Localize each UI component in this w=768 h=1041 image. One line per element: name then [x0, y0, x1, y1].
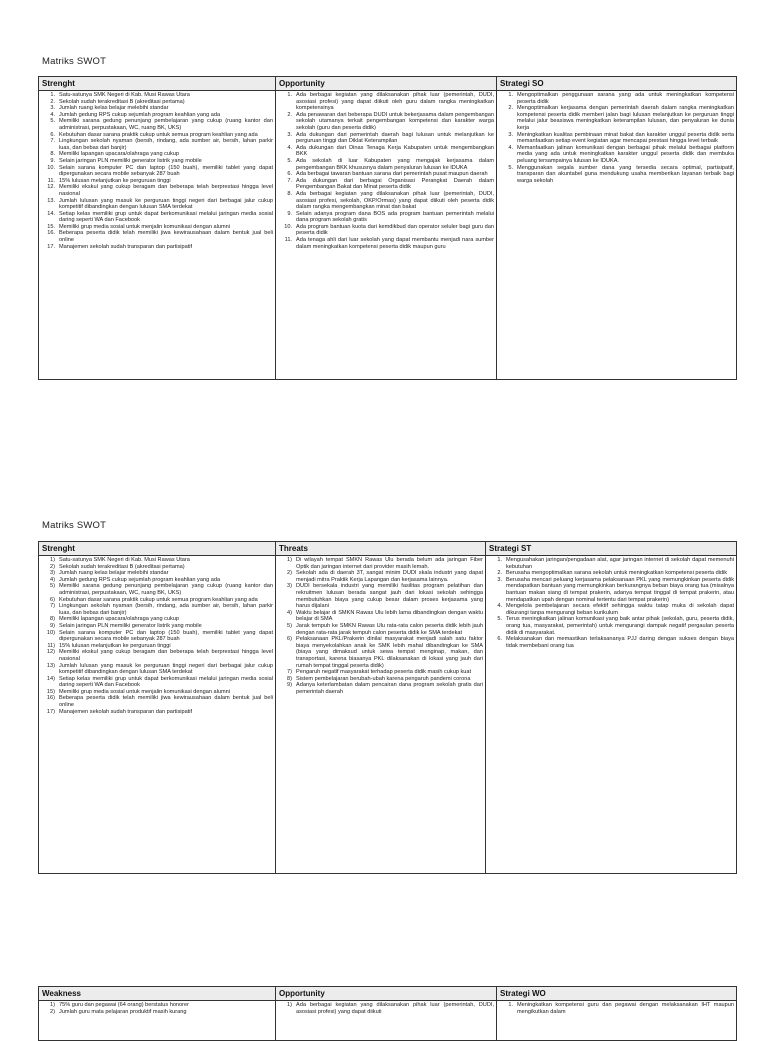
weakness-header: Weakness: [39, 987, 276, 1001]
list-item-number: 12): [46, 649, 55, 656]
list-item: [278, 171, 494, 178]
list-item: [278, 610, 483, 623]
list-item-text: Selain jaringan PLN memiliki generator listrik yang mobile: [59, 157, 202, 164]
list-item-text: Jumlah guru mata pelajaran produktif masih kurang: [59, 1008, 187, 1015]
list-item-number: 2): [50, 1008, 55, 1015]
list-item: [41, 663, 273, 676]
list-item-text: Sistem pembelajaran berubah-ubah karena pengaruh pandemi corona: [296, 675, 471, 682]
list-item: [499, 105, 734, 131]
list-item-text: Selain sarana komputer PC dan laptop (150 buah), memiliki tablet yang dapat dipergunakan secara mobile sebanyak 287 buah: [59, 164, 273, 178]
list-item-number: 1): [50, 1002, 55, 1008]
strength-list: [41, 92, 273, 250]
list-item: [499, 165, 734, 185]
list-item-text: Ada penawaran dari beberapa DUDI untuk bekerjasama dalam pengembangan sekolah utamanya terkait pengembangan kompetensi dan karakter warga sekolah (guru dan peserta didik): [296, 111, 494, 131]
list-item: [278, 132, 494, 145]
strength-header: Strenght: [39, 542, 276, 556]
list-item-text: Mengusahakan jaringan/pengadaan alat, agar jaringan internet di sekolah dapat memenuhi kebutuhan: [506, 557, 734, 570]
list-item-number: 8): [287, 675, 292, 682]
list-item: [278, 623, 483, 636]
list-item: [41, 118, 273, 131]
list-item-number: 13.: [47, 197, 55, 204]
list-item: [499, 132, 734, 145]
strength-list: [41, 557, 273, 715]
list-item-number: 9): [287, 682, 292, 689]
list-item-number: 1.: [50, 92, 55, 98]
list-item-number: 3): [287, 583, 292, 590]
list-item-text: DUDI bersekala industri yang memiliki fasilitas program pelatihan dan rekruitmen lulusan berada sangat jauh dari lokasi sekolah sehingga membutuhkan biaya yang cukup besar dalam proses kerjasama yang harus dijalani: [296, 583, 483, 610]
list-item-text: Menggunakan segala sumber dana yang tersedia secara optimal, partisipatif, transparan dan akuntabel guna mendukung usaha memberikan layanan terbaik bagi warga sekolah: [517, 164, 734, 184]
list-item-text: Berusaha mengoptimalkan sarana sekolah untuk meningkatkan kompetensi peserta didik: [506, 570, 728, 577]
list-item-number: 1): [287, 1002, 292, 1008]
list-item: [278, 636, 483, 669]
opportunity-header: Opportunity: [276, 987, 497, 1001]
list-item-number: 4.: [508, 144, 513, 151]
list-item-number: 1.: [497, 557, 502, 563]
list-item-number: 6.: [50, 131, 55, 138]
list-item-text: Pelaksanaan PKL/Prakerin dinilai masyarakat menjadi salah satu faktor biaya menyekolahkan anak ke SMK lebih mahal dibandingkan ke SMA (biaya yang dimaksud untuk sewa tempat menginap, makan, dan transportasi, karena biasanya PKL dilaksanakan di lokasi yang jauh dari rumah tempat tinggal peserta didik): [296, 636, 483, 669]
list-item-text: Manajemen sekolah sudah transparan dan partisipatif: [59, 708, 193, 715]
list-item: [41, 151, 273, 158]
list-item-text: Mengelola pembelajaran secara efektif sehingga waktu tatap muka di sekolah dapat dikurangi tanpa mengurangi beban kurikulum: [506, 603, 734, 616]
list-item: [278, 557, 483, 570]
list-item-number: 3.: [287, 131, 292, 138]
list-item-text: Ada berbagai kegiatan yang dilaksanakan pihak luar (pemerintah, DUDI, asosiasi profesi) yang dapat diikuti oleh guru dalam rangka meningkatkan kompetensinya: [296, 92, 494, 112]
list-item-number: 1): [287, 557, 292, 563]
list-item: [488, 570, 734, 577]
list-item-text: Jarak tempuh ke SMKN Rawas Ulu rata-rata calon peserta didik lebih jauh dengan rata-rata jarak tempuh calon peserta didik ke SMA terdekat: [296, 622, 483, 636]
list-item: [488, 577, 734, 603]
list-item: [41, 676, 273, 689]
list-item-number: 15.: [47, 223, 55, 230]
list-item: [41, 198, 273, 211]
list-item-number: 10.: [47, 164, 55, 171]
list-item: [488, 616, 734, 636]
list-item-text: Ada berbagai kegiatan yang dilaksanakan pihak luar (pemerintah, DUDI, asosiasi profesi, sekolah, OKP/Ormas) yang dapat diikuti oleh peserta didik dalam rangka mengembangkan minat dan bakat: [296, 190, 494, 211]
list-item-number: 10): [46, 629, 55, 636]
list-item-number: 4): [50, 576, 55, 583]
threats-list: [278, 557, 483, 695]
list-item-number: 6): [50, 596, 55, 603]
list-item-text: Meningkatkan kompetensi guru dan pegawai dengan melaksanakan IHT maupun mengikutkan dalam: [517, 1002, 734, 1015]
list-item-number: 7): [50, 603, 55, 610]
list-item: [278, 191, 494, 211]
list-item: [41, 165, 273, 178]
list-item: [278, 145, 494, 158]
strategy-wo-header: Strategi WO: [497, 987, 737, 1001]
list-item-text: Beberapa peserta didik telah memiliki jiwa kewirausahaan dalam bentuk jual beli online: [59, 695, 273, 709]
list-item-number: 3): [50, 570, 55, 577]
list-item-text: Lingkungan sekolah nyaman (bersih, rindang, ada sumber air, bersih, lahan parkir luas, dan bebas dari banjir): [59, 138, 273, 151]
list-item-text: Di wilayah tempat SMKN Rawas Ulu berada belum ada jaringan Fiber Optik dan jaringan internet dari provider masih lemah.: [296, 557, 483, 570]
list-item-text: Sekolah sudah terakreditasi B (akreditasi pertama): [59, 563, 185, 570]
list-item-text: Jumlah ruang kelas belajar melebihi standar: [59, 105, 169, 112]
list-item-text: Berusaha mencari peluang kerjasama pelaksanaan PKL yang memungkinkan peserta didik mendapatkan bantuan yang memungkinkan berkurangnya beban biaya orang tua (misalnya bantuan makan siang di tempat prakerin, adanya tempat tinggal di tempat prakerin, atau mendapatkan upah dengan nominal tertentu dari tempat prakerin): [506, 576, 734, 603]
weakness-list: [41, 1002, 273, 1015]
list-item: [41, 616, 273, 623]
list-item-text: Ada dukungan dari Dinas Tenaga Kerja Kabupaten untuk mengembangkan BKK: [296, 144, 494, 158]
list-item: [41, 224, 273, 231]
list-item-text: Melaksanakan dan memastikan terlaksananya PJJ daring dengan sukses dengan biaya tidak membebani orang tua: [506, 636, 734, 649]
list-item: [499, 145, 734, 165]
list-item-number: 2): [287, 570, 292, 577]
list-item-number: 3.: [50, 105, 55, 112]
list-item-text: Manajemen sekolah sudah transparan dan partisipatif: [59, 243, 193, 250]
list-item: [41, 695, 273, 708]
list-item-text: Memiliki sarana gedung penunjang pembelajaran yang cukup (ruang kantor dan administrasi, perpustakaan, WC, ruang BK, UKS): [59, 583, 273, 596]
list-item-number: 4.: [497, 603, 502, 610]
list-item-number: 9): [50, 622, 55, 629]
list-item-number: 3.: [497, 576, 502, 583]
list-item-text: Memiliki grup media sosial untuk menjalin komunikasi dengan alumni: [59, 223, 231, 230]
list-item: [41, 577, 273, 584]
list-item-number: 7): [287, 669, 292, 676]
list-item-number: 16): [46, 695, 55, 702]
list-item-number: 6.: [287, 171, 292, 178]
list-item-number: 3.: [508, 131, 513, 138]
list-item-number: 7.: [50, 138, 55, 145]
list-item-number: 11.: [284, 237, 292, 244]
list-item: [41, 105, 273, 112]
list-item-text: Mengoptimalkan kerjasama dengan pemerintah daerah dalam rangka meningkatkan kompetensi peserta didik memberi jalan bagi lulusan melanjutkan ke perguruan tinggi melalui jalur beasiswa meningkatkan keterampilan lulusan, dan penyaluran ke dunia kerja: [517, 105, 734, 131]
list-item-number: 7.: [287, 177, 292, 184]
list-item: [41, 112, 273, 119]
list-item: [278, 676, 483, 683]
list-item: [41, 649, 273, 662]
list-item-text: Memiliki sarana gedung penunjang pembelajaran yang cukup (ruang kantor dan administrasi, perpustakaan, WC, ruang BK, UKS): [59, 118, 273, 131]
list-item: [278, 583, 483, 609]
list-item: [278, 92, 494, 112]
list-item-number: 14.: [47, 210, 55, 217]
list-item: [41, 1009, 273, 1016]
list-item-number: 2.: [287, 111, 292, 118]
swot-wo-table: [38, 986, 737, 1041]
list-item-text: Kebutuhan dasar sarana praktik cukup untuk semua program keahlian yang ada: [59, 596, 258, 603]
list-item-text: Setiap kelas memiliki grup untuk dapat berkomunikasi melalui jaringan media sosial daring seperti WA dan Facebook: [59, 210, 273, 224]
strategy-so-header: Strategi SO: [497, 77, 737, 91]
list-item: [499, 1002, 734, 1015]
list-item-number: 8): [50, 616, 55, 623]
list-item: [41, 211, 273, 224]
list-item-number: 11.: [47, 177, 55, 184]
opportunity-list: [278, 92, 494, 250]
list-item: [278, 1002, 494, 1015]
list-item: [41, 99, 273, 106]
list-item-text: Ada dukungan dari pemerintah daerah bagi lulusan untuk melanjutkan ke perguruan tinggi dan Diklat Keterampilan: [296, 131, 494, 145]
list-item-number: 2.: [508, 105, 513, 112]
list-item-text: Jumlah lulusan yang masuk ke perguruan tinggi negeri dari berbagai jalur cukup kompetitif dibandingkan dengan lulusan SMA terdekat: [59, 662, 273, 676]
threats-header: Threats: [276, 542, 486, 556]
list-item: [41, 570, 273, 577]
list-item-text: Ada sekolah di luar Kabupaten yang mengajak kerjasama dalam pengembangan BKK khususnya dalam penyaluran lulusan ke IDUKA: [296, 157, 494, 171]
list-item: [41, 564, 273, 571]
list-item-number: 10.: [284, 223, 292, 230]
list-item-text: Ada berbagai kegiatan yang dilaksanakan pihak luar (pemerintah, DUDI, asosiasi profesi) yang dapat diikuti: [296, 1002, 494, 1015]
list-item-text: Memiliki ekskul yang cukup beragam dan beberapa telah berprestasi hingga level nasional: [59, 649, 273, 662]
list-item-text: Jumlah lulusan yang masuk ke perguruan tinggi negeri dari berbagai jalur cukup kompetitif dibandingkan dengan lulusan SMA terdekat: [59, 197, 273, 211]
list-item-text: Jumlah ruang kelas belajar melebihi standar: [59, 570, 169, 577]
opportunity-header: Opportunity: [276, 77, 497, 91]
list-item-number: 14): [46, 675, 55, 682]
list-item-text: Setiap kelas memiliki grup untuk dapat berkomunikasi melalui jaringan media sosial daring seperti WA dan Facebook: [59, 675, 273, 689]
list-item-number: 4): [287, 609, 292, 616]
list-item-number: 9.: [50, 157, 55, 164]
list-item-text: Waktu belajar di SMKN Rawas Ulu lebih lama dibandingkan dengan waktu belajar di SMA: [296, 609, 483, 623]
list-item-number: 17.: [47, 243, 55, 250]
list-item-number: 4.: [287, 144, 292, 151]
list-item-number: 9.: [287, 210, 292, 217]
list-item-number: 12.: [47, 184, 55, 191]
list-item: [278, 211, 494, 224]
list-item-number: 8.: [50, 151, 55, 158]
list-item: [41, 138, 273, 151]
list-item-text: Memanfaatkan jalinan komunikasi dengan berbagai pihak melalui berbagai platform media yang ada untuk meningkatkan karakter unggul peserta didik dan membuka peluang tersampainya lulusan ke IDUKA.: [517, 144, 734, 164]
list-item: [41, 132, 273, 139]
list-item-number: 1.: [287, 92, 292, 98]
list-item: [41, 597, 273, 604]
list-item-text: Memiliki lapangan upacara/olahraga yang cukup: [59, 616, 180, 623]
list-item: [41, 1002, 273, 1009]
list-item-text: Sekolah ada di daerah 3T, sangat minim DUDI skala industri yang dapat menjadi mitra Praktik Kerja Lapangan dan kerjasama lainnya.: [296, 570, 483, 583]
list-item-text: Satu-satunya SMK Negeri di Kab. Musi Rawas Utara: [59, 557, 190, 563]
list-item-number: 13): [46, 662, 55, 669]
list-item-text: Ada program bantuan kuota dari kemdikbud dan operator seluler bagi guru dan peserta didik: [296, 223, 494, 237]
list-item-text: Mengoptimalkan penggunaan sarana yang ada untuk meningkatkan kompetensi peserta didik: [517, 92, 734, 105]
list-item-text: Meningkatkan kualitas pembinaan minat bakat dan karakter unggul peserta didik serta memanfaatkan setiap event kegiatan agar mencapai prestasi hingga level terbaik: [517, 131, 734, 145]
list-item: [41, 709, 273, 716]
list-item-text: Sekolah sudah terakreditasi B (akreditasi pertama): [59, 98, 185, 105]
list-item-text: Adanya keterlambatan dalam pencairan dana program sekolah gratis dari pemerintah daerah: [296, 682, 483, 695]
list-item: [278, 112, 494, 132]
list-item: [41, 643, 273, 650]
list-item-number: 2.: [50, 98, 55, 105]
list-item-number: 2): [50, 563, 55, 570]
list-item: [278, 178, 494, 191]
list-item-number: 5.: [50, 118, 55, 125]
list-item-number: 4.: [50, 111, 55, 118]
opportunity-list: [278, 1002, 494, 1015]
list-item-text: Terus meningkatkan jalinan komunikasi yang baik antar pihak (sekolah, guru, peserta didik, orang tua, masyarakat, pemerintah) untuk mengurangi dampak negatif pergaulan peserta didik di masyarakat.: [506, 616, 734, 636]
strategy-st-header: Strategi ST: [486, 542, 737, 556]
list-item: [41, 557, 273, 564]
list-item-text: Memiliki grup media sosial untuk menjalin komunikasi dengan alumni: [59, 688, 231, 695]
list-item-text: Lingkungan sekolah nyaman (bersih, rindang, ada sumber air, bersih, lahan parkir luas, dan bebas dari banjir): [59, 603, 273, 616]
strategy-wo-list: [499, 1002, 734, 1015]
list-item: [41, 623, 273, 630]
list-item-number: 6): [287, 636, 292, 643]
list-item-number: 5.: [287, 157, 292, 164]
list-item-text: Kebutuhan dasar sarana praktik cukup untuk semua program keahlian yang ada: [59, 131, 258, 138]
list-item-text: Jumlah gedung RPS cukup sejumlah program keahlian yang ada: [59, 576, 221, 583]
list-item-number: 5.: [508, 164, 513, 171]
list-item-number: 15): [46, 688, 55, 695]
list-item-text: 15% lulusan melanjutkan ke perguruan tinggi: [59, 177, 171, 184]
list-item: [41, 184, 273, 197]
list-item: [41, 158, 273, 165]
list-item-text: Satu-satunya SMK Negeri di Kab. Musi Rawas Utara: [59, 92, 190, 98]
list-item-number: 1.: [508, 1002, 513, 1008]
list-item-number: 2.: [497, 570, 502, 577]
list-item: [278, 669, 483, 676]
page-title-2: Matriks SWOT: [42, 520, 107, 531]
list-item-text: Memiliki lapangan upacara/olahraga yang cukup: [59, 151, 180, 158]
list-item-number: 6.: [497, 636, 502, 643]
list-item-text: 75% guru dan pegawai (64 orang) berstatus honorer: [59, 1002, 189, 1008]
list-item-text: Selain sarana komputer PC dan laptop (150 buah), memiliki tablet yang dapat dipergunakan secara mobile sebanyak 287 buah: [59, 629, 273, 643]
list-item-text: Ada tenaga ahli dari luar sekolah yang dapat membantu menjadi nara sumber dalam meningkatkan kompetensi peserta didik maupun guru: [296, 237, 494, 250]
list-item-number: 17): [46, 708, 55, 715]
list-item: [488, 636, 734, 649]
list-item: [41, 178, 273, 185]
list-item-number: 1.: [508, 92, 513, 98]
list-item-text: Jumlah gedung RPS cukup sejumlah program keahlian yang ada: [59, 111, 221, 118]
list-item-text: 15% lulusan melanjutkan ke perguruan tinggi: [59, 642, 171, 649]
list-item-text: Pengaruh negatif masyarakat terhadap peserta didik masih cukup kuat: [296, 669, 472, 676]
page-title: Matriks SWOT: [42, 56, 107, 67]
list-item-number: 5.: [497, 616, 502, 623]
list-item-text: Selain jaringan PLN memiliki generator listrik yang mobile: [59, 622, 202, 629]
list-item-number: 11): [47, 642, 55, 649]
list-item-number: 16.: [47, 230, 55, 237]
list-item-number: 5): [50, 583, 55, 590]
swot-st-table: [38, 541, 737, 874]
list-item-number: 5): [287, 622, 292, 629]
strength-header: Strenght: [39, 77, 276, 91]
strategy-so-list: [499, 92, 734, 184]
list-item: [278, 237, 494, 250]
list-item: [488, 603, 734, 616]
list-item: [41, 583, 273, 596]
list-item: [41, 689, 273, 696]
list-item: [41, 92, 273, 99]
list-item: [499, 92, 734, 105]
list-item: [41, 230, 273, 243]
list-item: [278, 570, 483, 583]
list-item-text: Selain adanya program dana BOS ada program bantuan pemerintah melalui dana program sekolah gratis: [296, 210, 494, 224]
list-item: [41, 244, 273, 251]
list-item-text: Ada berbagai tawaran bantuan sarana dari pemerintah pusat maupun daerah: [296, 171, 488, 178]
list-item: [278, 224, 494, 237]
list-item: [41, 603, 273, 616]
list-item-text: Ada dukungan dari berbagai Organisasi Perangkat Daerah dalam Pengembangan Bakat dan Minat peserta didik: [296, 177, 494, 191]
strategy-st-list: [488, 557, 734, 649]
list-item: [488, 557, 734, 570]
list-item-text: Beberapa peserta didik telah memiliki jiwa kewirausahaan dalam bentuk jual beli online: [59, 230, 273, 244]
swot-so-table: [38, 76, 737, 380]
list-item: [41, 630, 273, 643]
list-item-text: Memiliki ekskul yang cukup beragam dan beberapa telah berprestasi hingga level nasional: [59, 184, 273, 197]
list-item: [278, 682, 483, 695]
list-item-number: 8.: [287, 190, 292, 197]
list-item: [278, 158, 494, 171]
list-item-number: 1): [50, 557, 55, 563]
